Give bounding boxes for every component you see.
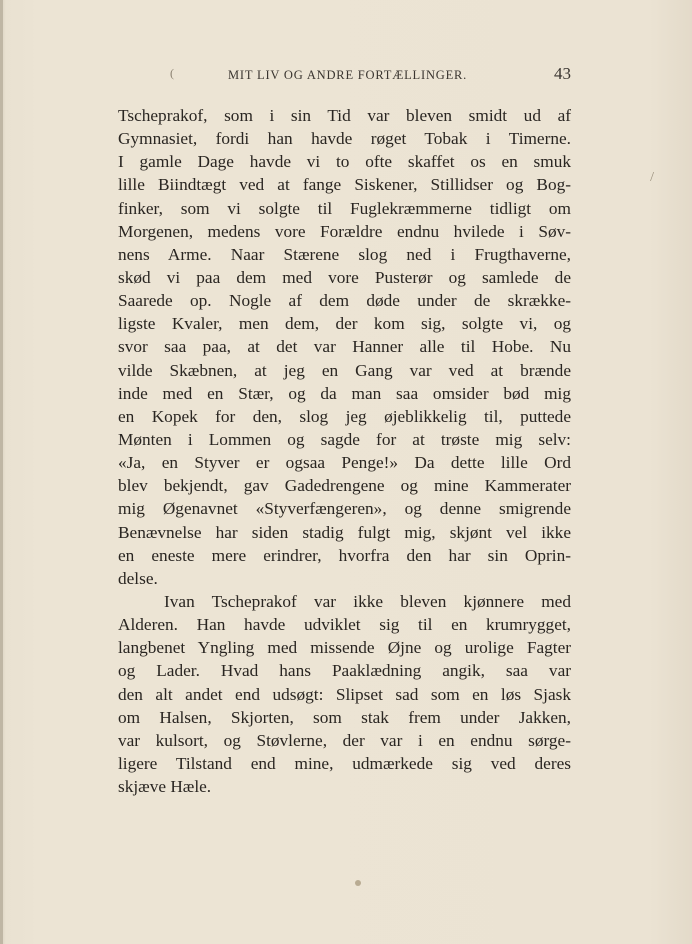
text-line: blev bekjendt, gav Gadedrengene og mine Kammerater: [118, 476, 571, 496]
text-line: Ivan Tscheprakof var ikke bleven kjønnere med: [164, 591, 571, 611]
body-text: [118, 104, 571, 798]
text-line: den alt andet end udsøgt: Slipset sad som en løs Sjask: [118, 684, 571, 704]
text-line: en eneste mere erindrer, hvorfra den har sin Oprin-: [118, 545, 571, 565]
text-line: var kulsort, og Støvlerne, der var i en endnu sørge-: [118, 730, 571, 750]
running-head: MIT LIV OG ANDRE FORTÆLLINGER.: [228, 68, 468, 82]
text-line: langbenet Yngling med missende Øjne og urolige Fagter: [118, 638, 571, 658]
text-line: mig Øgenavnet «Styverfængeren», og denne smigrende: [118, 499, 571, 519]
text-line: ligste Kvaler, men dem, der kom sig, solgte vi, og: [118, 314, 571, 334]
text-line: delse.: [118, 568, 158, 588]
text-line: Gymnasiet, fordi han havde røget Tobak i Timerne.: [118, 129, 571, 149]
margin-mark: /: [650, 170, 654, 185]
text-line: Mønten i Lommen og sagde for at trøste mig selv:: [118, 429, 571, 449]
text-line: og Lader. Hvad hans Paaklædning angik, saa var: [118, 661, 571, 681]
text-line: vilde Skæbnen, at jeg en Gang var ved at brænde: [118, 360, 571, 380]
text-line: finker, som vi solgte til Fuglekræmmerne tidligt om: [118, 198, 571, 218]
page-header: [118, 64, 571, 86]
text-line: skjæve Hæle.: [118, 777, 212, 797]
text-line: Benævnelse har siden stadig fulgt mig, skjønt vel ikke: [118, 522, 571, 542]
text-line: I gamle Dage havde vi to ofte skaffet os en smuk: [118, 152, 571, 172]
text-line: lille Biindtægt ved at fange Siskener, Stillidser og Bog-: [118, 175, 571, 195]
text-line: svor saa paa, at det var Hanner alle til Hobe. Nu: [118, 337, 571, 357]
page-binding-edge: [0, 0, 3, 944]
text-line: en Kopek for den, slog jeg øjeblikkelig til, puttede: [118, 406, 571, 426]
text-line: om Halsen, Skjorten, som stak frem under Jakken,: [118, 707, 571, 727]
text-line: nens Arme. Naar Stærene slog ned i Frugthaverne,: [118, 244, 571, 264]
text-line: ligere Tilstand end mine, udmærkede sig ved deres: [118, 753, 571, 773]
text-line: «Ja, en Styver er ogsaa Penge!» Da dette lille Ord: [118, 453, 571, 473]
text-line: inde med en Stær, og da man saa omsider bød mig: [118, 383, 571, 403]
text-line: Morgenen, medens vore Forældre endnu hvilede i Søv-: [118, 221, 571, 241]
header-mark: (: [170, 66, 174, 80]
page-number: 43: [554, 64, 571, 83]
page-dot-ornament: [355, 880, 361, 886]
text-line: Alderen. Han havde udviklet sig til en krumrygget,: [118, 615, 571, 635]
text-line: Tscheprakof, som i sin Tid var bleven smidt ud af: [118, 106, 571, 125]
text-line: skød vi paa dem med vore Pusterør og samlede de: [118, 267, 571, 287]
text-line: Saarede op. Nogle af dem døde under de skrække-: [118, 291, 571, 311]
